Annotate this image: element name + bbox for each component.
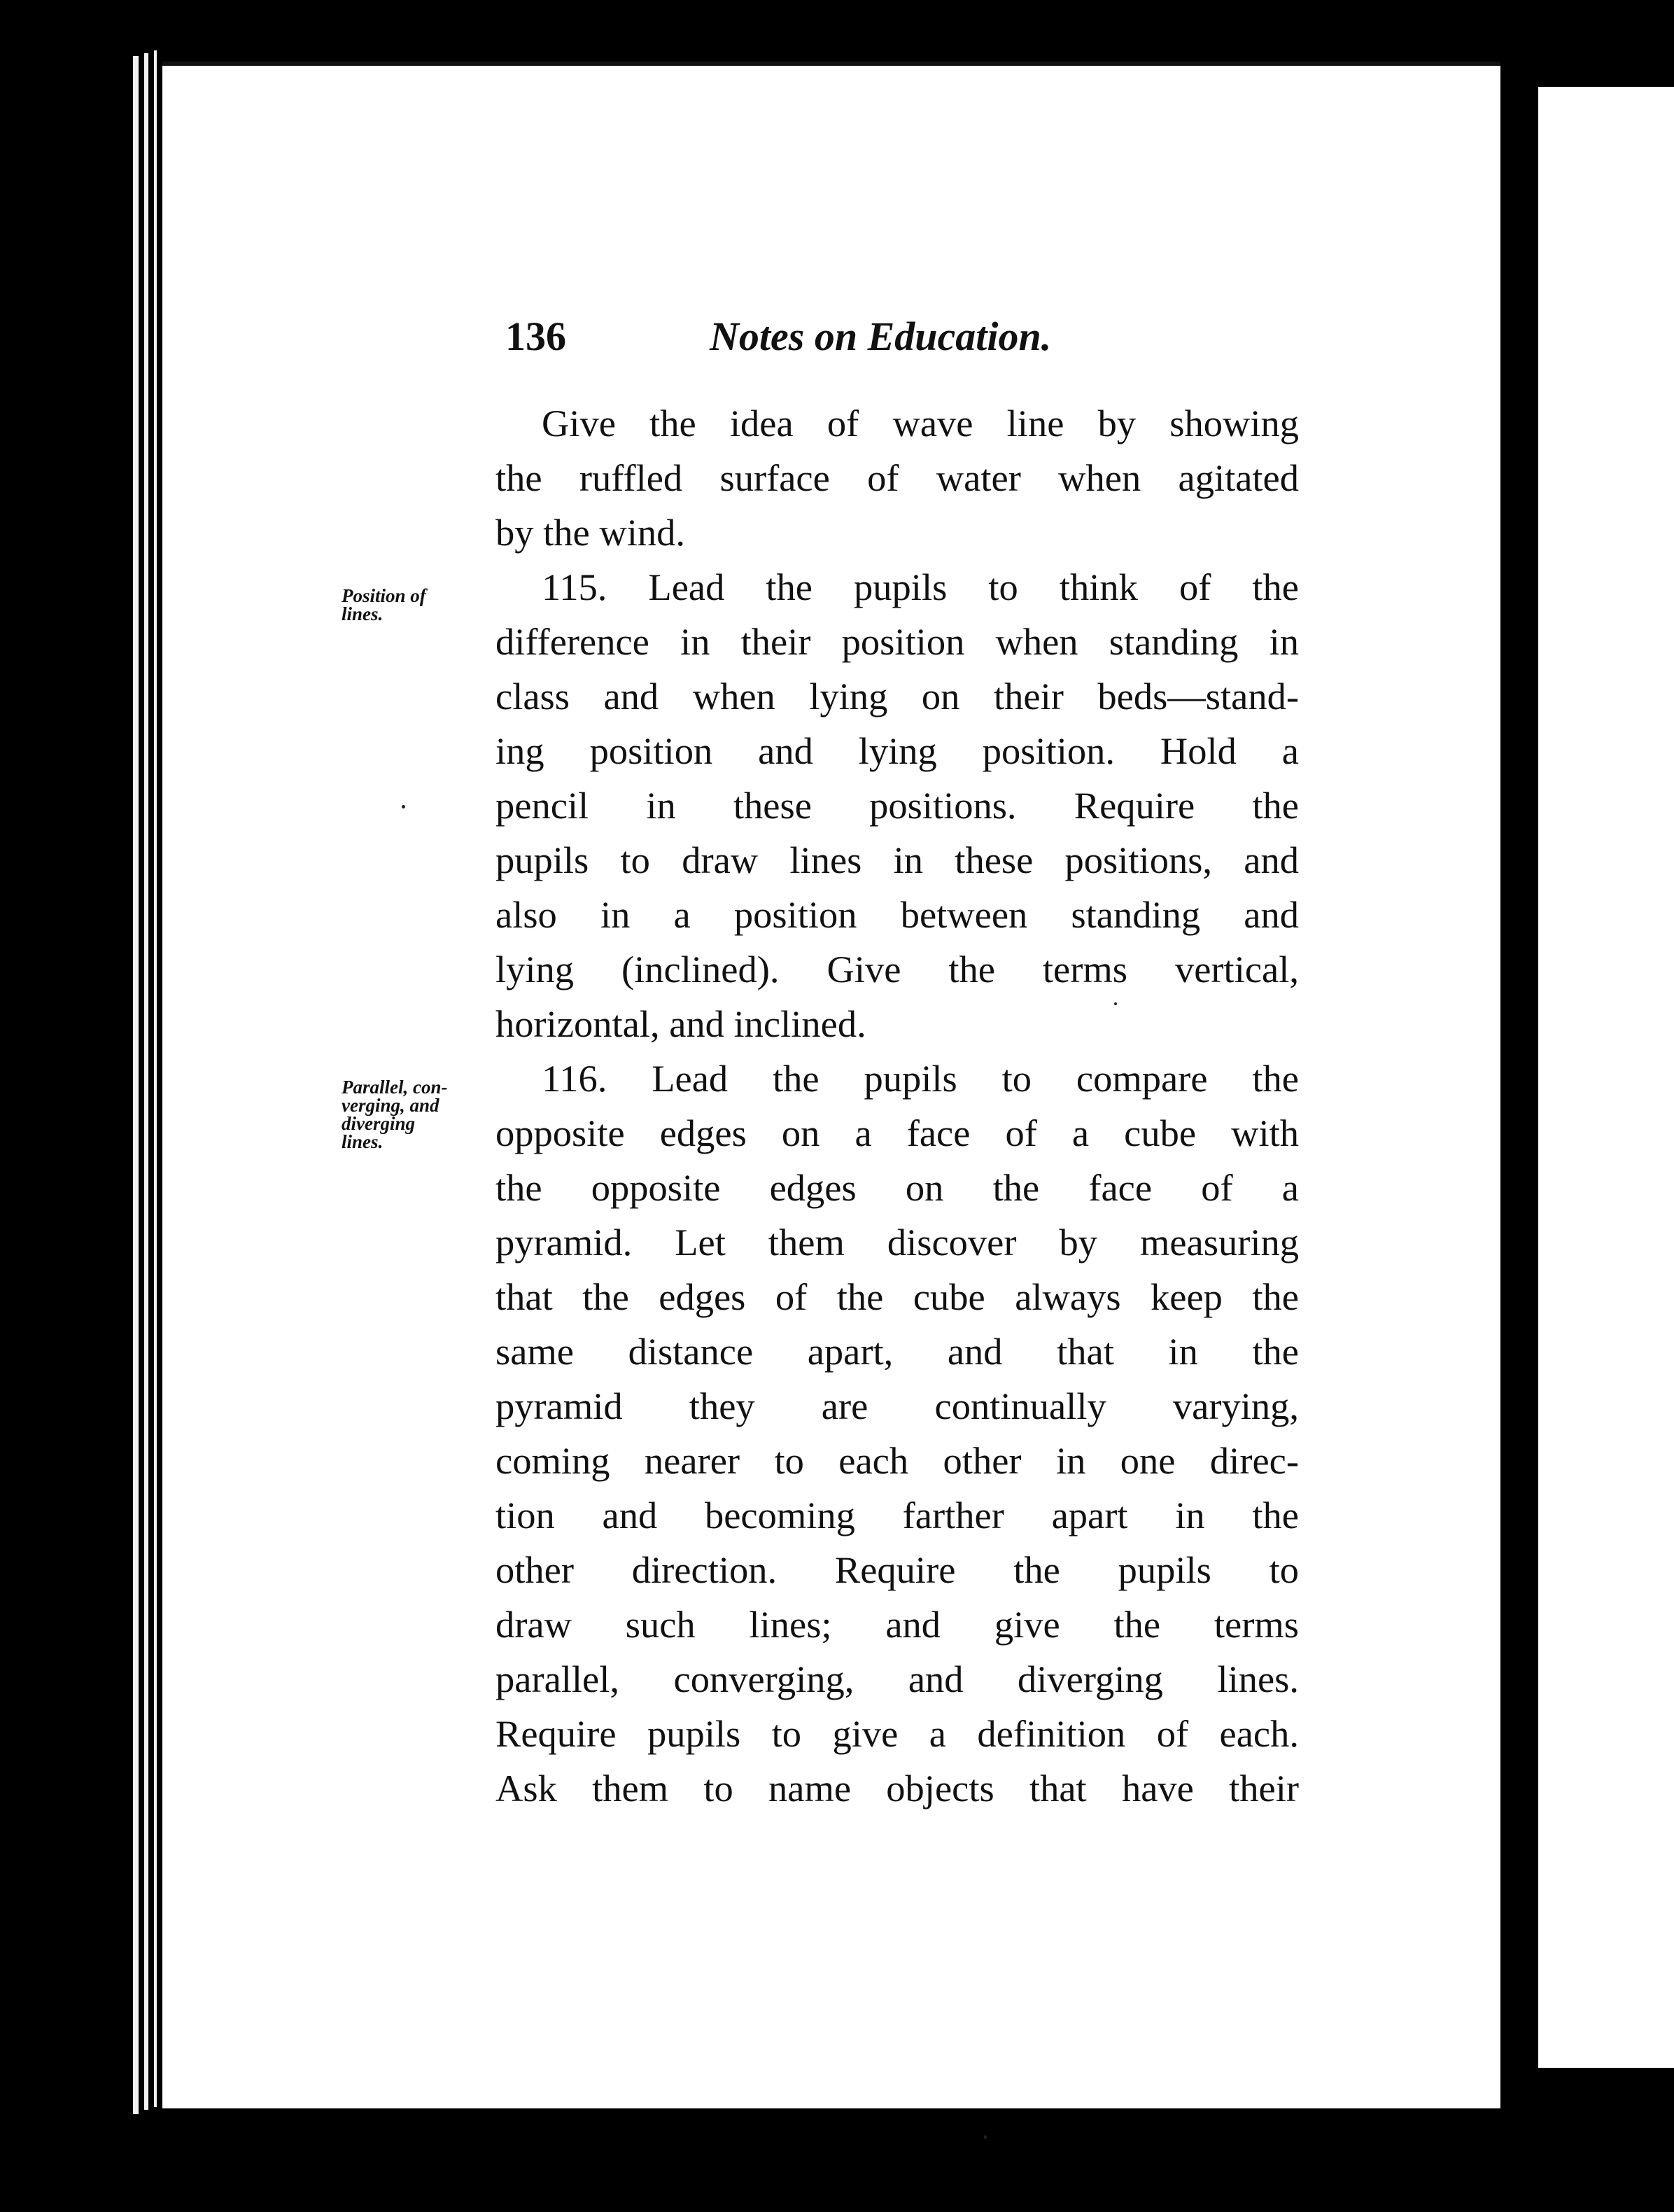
text-line: that the edges of the cube always keep the bbox=[495, 1275, 1299, 1318]
text-line: class and when lying on their beds—stand- bbox=[495, 675, 1299, 718]
facing-page-edge bbox=[1538, 87, 1674, 2068]
text-line: lying (inclined). Give the terms vertical, bbox=[495, 948, 1299, 990]
margin-note-position-of-lines bbox=[342, 587, 481, 623]
text-line: pupils to draw lines in these positions, and bbox=[495, 839, 1299, 881]
text-line: Ask them to name objects that have their bbox=[495, 1767, 1299, 1809]
paragraph-116 bbox=[495, 1051, 1299, 1816]
text-line: pencil in these positions. Require the bbox=[495, 784, 1299, 827]
text-line: pyramid they are continually varying, bbox=[495, 1385, 1299, 1427]
text-line: other direction. Require the pupils to bbox=[495, 1548, 1299, 1591]
text-line: Require pupils to give a definition of each. bbox=[495, 1712, 1299, 1755]
margin-note-line: Position of bbox=[342, 585, 426, 606]
page-edge bbox=[133, 56, 139, 2114]
page-edge bbox=[144, 53, 148, 2110]
text-line: coming nearer to each other in one direc- bbox=[495, 1439, 1299, 1482]
text-line: the opposite edges on the face of a bbox=[495, 1166, 1299, 1209]
text-line: the ruffled surface of water when agitated bbox=[495, 456, 1299, 499]
text-line: horizontal, and inclined. bbox=[495, 1002, 866, 1045]
margin-note-line: Parallel, con- bbox=[342, 1077, 448, 1098]
running-title: Notes on Education. bbox=[710, 314, 1052, 359]
text-line: 116. Lead the pupils to compare the bbox=[542, 1057, 1299, 1100]
paragraph-wave-line bbox=[495, 396, 1299, 560]
print-speck bbox=[984, 2135, 987, 2139]
margin-note-parallel-lines bbox=[342, 1078, 481, 1151]
print-speck bbox=[1114, 1002, 1117, 1005]
text-line: 115. Lead the pupils to think of the bbox=[542, 566, 1299, 608]
text-line: Give the idea of wave line by showing bbox=[542, 402, 1299, 444]
text-line: opposite edges on a face of a cube with bbox=[495, 1112, 1299, 1154]
margin-note-line: lines. bbox=[342, 1131, 384, 1152]
text-line: same distance apart, and that in the bbox=[495, 1330, 1299, 1373]
text-line: difference in their position when standing in bbox=[495, 620, 1299, 663]
margin-note-line: verging, and bbox=[342, 1095, 439, 1116]
text-line: also in a position between standing and bbox=[495, 893, 1299, 936]
text-line: ing position and lying position. Hold a bbox=[495, 729, 1299, 772]
margin-note-line: diverging bbox=[342, 1113, 415, 1134]
text-line: pyramid. Let them discover by measuring bbox=[495, 1221, 1299, 1264]
paragraph-115 bbox=[495, 560, 1299, 1051]
page-number: 136 bbox=[505, 314, 566, 359]
text-line: by the wind. bbox=[495, 511, 685, 554]
print-speck bbox=[402, 805, 405, 808]
text-line: tion and becoming farther apart in the bbox=[495, 1494, 1299, 1536]
body-text bbox=[495, 396, 1299, 1816]
page-edge bbox=[154, 50, 157, 2107]
text-line: parallel, converging, and diverging lines. bbox=[495, 1658, 1299, 1700]
margin-note-line: lines. bbox=[342, 603, 384, 624]
text-line: draw such lines; and give the terms bbox=[495, 1603, 1299, 1646]
